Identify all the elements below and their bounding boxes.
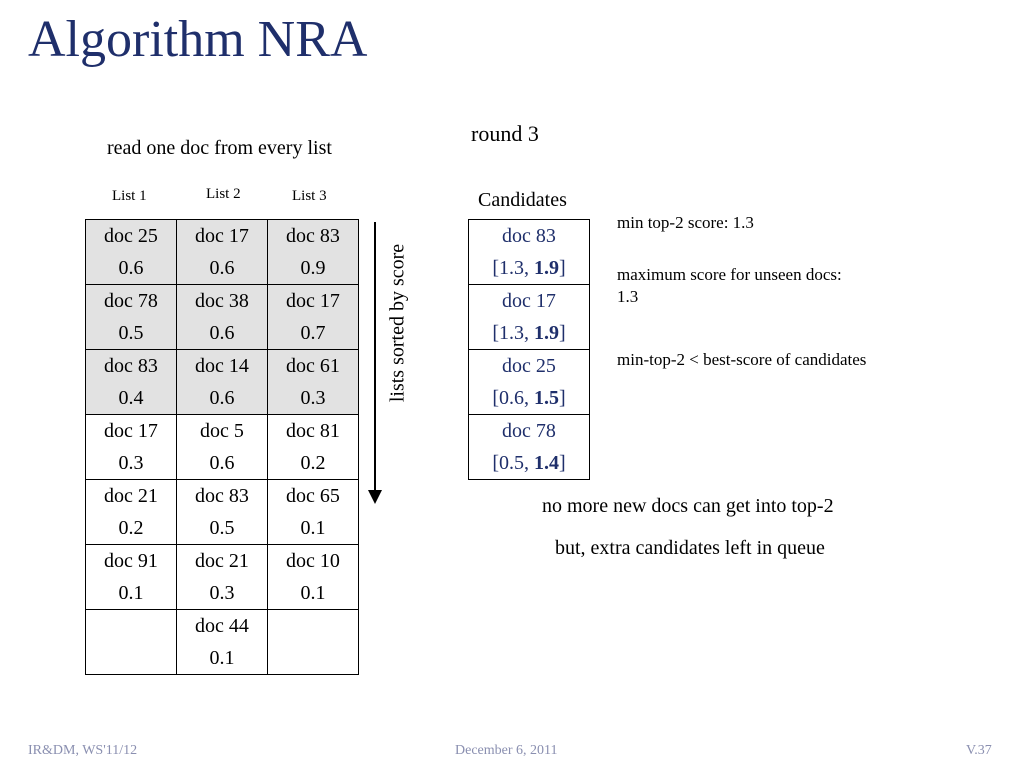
candidate-bounds: [0.6, 1.5] — [492, 387, 566, 409]
doc-id: doc 21 — [195, 550, 249, 572]
list-cell — [177, 415, 268, 480]
candidates-table — [468, 219, 590, 480]
min-topk-note: min top-2 score: 1.3 — [617, 213, 754, 232]
doc-id: doc 61 — [286, 355, 340, 377]
worst-score: 1.3 — [499, 322, 524, 344]
list-table-row — [86, 415, 359, 480]
list-cell — [86, 285, 177, 350]
down-arrow-icon — [368, 490, 382, 504]
doc-score: 0.2 — [300, 452, 326, 474]
candidates-title: Candidates — [478, 189, 567, 211]
doc-id: doc 14 — [195, 355, 249, 377]
candidate-row — [469, 350, 590, 415]
best-score: 1.4 — [534, 452, 559, 474]
doc-score: 0.1 — [300, 582, 326, 604]
candidate-row — [469, 415, 590, 480]
doc-score: 0.5 — [118, 322, 144, 344]
doc-id: doc 83 — [286, 225, 340, 247]
list-cell — [177, 285, 268, 350]
conclusion-line-2: but, extra candidates left in queue — [555, 537, 825, 559]
list-cell — [86, 220, 177, 285]
candidate-doc: doc 17 — [502, 290, 556, 312]
doc-id: doc 17 — [195, 225, 249, 247]
candidate-doc: doc 78 — [502, 420, 556, 442]
doc-score: 0.6 — [209, 387, 235, 409]
doc-id: doc 81 — [286, 420, 340, 442]
list-cell — [268, 415, 359, 480]
footer-course: IR&DM, WS'11/12 — [28, 743, 138, 758]
doc-id: doc 78 — [104, 290, 158, 312]
candidate-cell — [469, 220, 590, 285]
candidate-bounds: [1.3, 1.9] — [492, 257, 566, 279]
doc-id: doc 65 — [286, 485, 340, 507]
candidate-row — [469, 220, 590, 285]
doc-score: 0.3 — [118, 452, 144, 474]
doc-score: 0.3 — [209, 582, 235, 604]
doc-id: doc 5 — [200, 420, 244, 442]
best-score: 1.9 — [534, 322, 559, 344]
list-table-row — [86, 350, 359, 415]
round-label: round 3 — [471, 121, 539, 146]
list-cell — [268, 480, 359, 545]
list-cell — [86, 545, 177, 610]
list-2-header: List 2 — [206, 186, 241, 202]
doc-id: doc 25 — [104, 225, 158, 247]
candidate-cell — [469, 415, 590, 480]
list-table-row — [86, 480, 359, 545]
doc-score: 0.4 — [118, 387, 144, 409]
best-score: 1.9 — [534, 257, 559, 279]
doc-id: doc 17 — [104, 420, 158, 442]
conclusion-line-1: no more new docs can get into top-2 — [542, 495, 834, 517]
candidate-cell — [469, 350, 590, 415]
sorted-lists-table — [85, 219, 359, 675]
list-cell — [268, 350, 359, 415]
comparison-note: min-top-2 < best-score of candidates — [617, 350, 867, 369]
candidate-doc: doc 25 — [502, 355, 556, 377]
doc-id: doc 44 — [195, 615, 249, 637]
max-unseen-note: maximum score for unseen docs: 1.3 — [617, 265, 842, 306]
doc-score: 0.6 — [209, 322, 235, 344]
best-score: 1.5 — [534, 387, 559, 409]
list-3-header: List 3 — [292, 188, 327, 204]
list-table-row — [86, 610, 359, 675]
doc-id: doc 83 — [104, 355, 158, 377]
doc-score: 0.1 — [209, 647, 235, 669]
candidate-bounds: [1.3, 1.9] — [492, 322, 566, 344]
doc-score: 0.5 — [209, 517, 235, 539]
list-cell — [177, 610, 268, 675]
lists-caption: read one doc from every list — [107, 137, 332, 159]
doc-score: 0.1 — [118, 582, 144, 604]
doc-id: doc 83 — [195, 485, 249, 507]
sorted-arrow-shaft — [374, 222, 376, 492]
doc-score: 0.6 — [209, 452, 235, 474]
list-cell — [268, 545, 359, 610]
candidate-bounds: [0.5, 1.4] — [492, 452, 566, 474]
worst-score: 0.6 — [499, 387, 524, 409]
list-cell — [268, 610, 359, 675]
doc-score: 0.1 — [300, 517, 326, 539]
footer-date: December 6, 2011 — [455, 743, 558, 758]
slide-title: Algorithm NRA — [28, 11, 368, 68]
doc-score: 0.2 — [118, 517, 144, 539]
list-cell — [268, 285, 359, 350]
worst-score: 1.3 — [499, 257, 524, 279]
list-cell — [86, 480, 177, 545]
sorted-by-score-label: lists sorted by score — [386, 243, 409, 403]
doc-score: 0.9 — [300, 257, 326, 279]
list-cell — [177, 350, 268, 415]
list-1-header: List 1 — [112, 188, 147, 204]
doc-score: 0.7 — [300, 322, 326, 344]
list-table-row — [86, 220, 359, 285]
worst-score: 0.5 — [499, 452, 524, 474]
list-table-row — [86, 545, 359, 610]
list-cell — [86, 350, 177, 415]
doc-id: doc 91 — [104, 550, 158, 572]
doc-id: doc 38 — [195, 290, 249, 312]
doc-id: doc 17 — [286, 290, 340, 312]
doc-score: 0.6 — [209, 257, 235, 279]
list-cell — [86, 415, 177, 480]
doc-id: doc 10 — [286, 550, 340, 572]
candidate-cell — [469, 285, 590, 350]
list-cell — [268, 220, 359, 285]
candidate-doc: doc 83 — [502, 225, 556, 247]
list-cell — [177, 480, 268, 545]
list-cell — [86, 610, 177, 675]
list-cell — [177, 545, 268, 610]
list-cell — [177, 220, 268, 285]
footer-slide-number: V.37 — [966, 743, 992, 758]
doc-id: doc 21 — [104, 485, 158, 507]
doc-score: 0.6 — [118, 257, 144, 279]
list-table-row — [86, 285, 359, 350]
candidate-row — [469, 285, 590, 350]
doc-score: 0.3 — [300, 387, 326, 409]
